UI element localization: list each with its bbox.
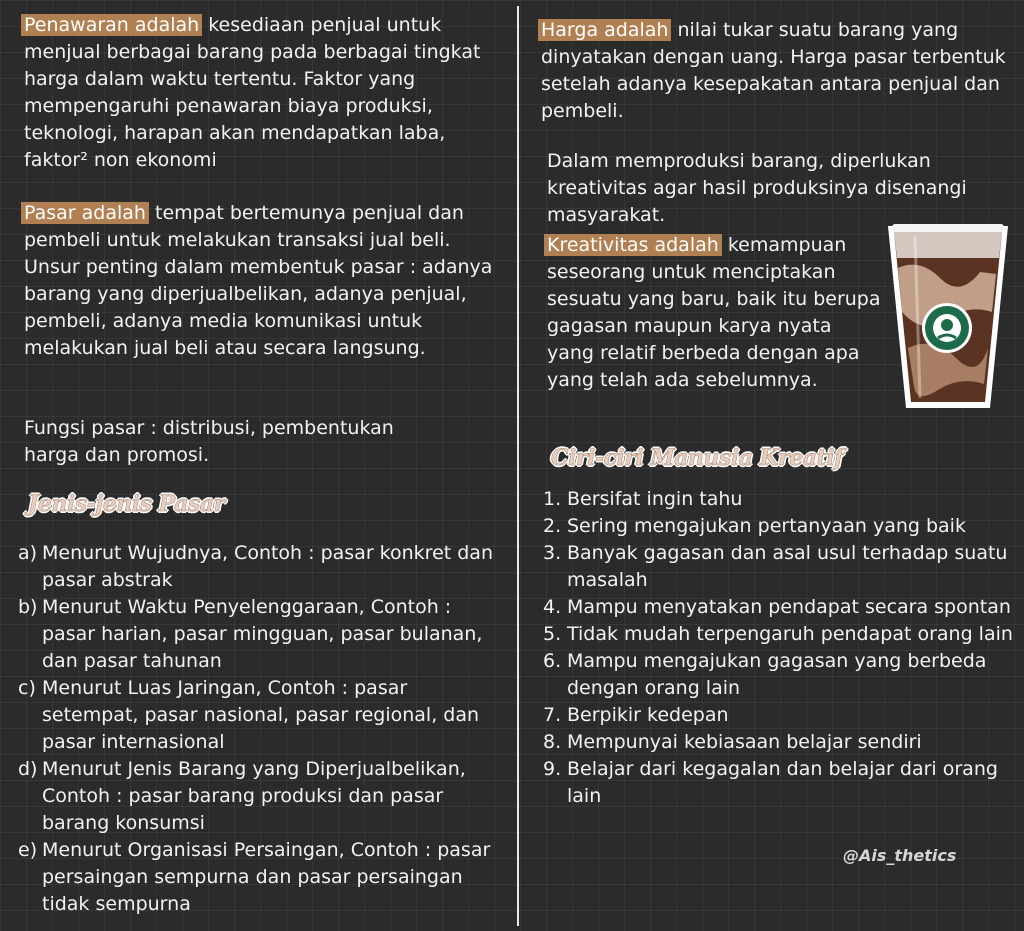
list-text: Menurut Jenis Barang yang Diperjualbelikan, Contoh : pasar barang produksi dan pasar barang konsumsi xyxy=(42,758,466,834)
list-item xyxy=(543,540,1013,594)
list-text: Sering mengajukan pertanyaan yang baik xyxy=(567,515,966,537)
ciri-kreatif-heading: Ciri-ciri Manusia Kreatif xyxy=(551,445,844,471)
pasar-term: Pasar adalah xyxy=(21,202,149,224)
ciri-kreatif-list xyxy=(543,486,1013,810)
list-item xyxy=(18,675,508,756)
list-item xyxy=(18,540,508,594)
list-item xyxy=(543,513,1013,540)
list-item xyxy=(543,621,1013,648)
list-text: Mempunyai kebiasaan belajar sendiri xyxy=(567,731,922,753)
list-marker: 1. xyxy=(543,488,562,510)
list-marker: 7. xyxy=(543,704,562,726)
list-item xyxy=(18,756,508,837)
list-item xyxy=(18,837,508,918)
list-marker: 5. xyxy=(543,623,562,645)
list-text: Menurut Luas Jaringan, Contoh : pasar setempat, pasar nasional, pasar regional, dan pasar internasional xyxy=(42,677,480,753)
list-marker: 6. xyxy=(543,650,562,672)
list-marker: 8. xyxy=(543,731,562,753)
kreativitas-paragraph xyxy=(547,232,881,394)
produksi-paragraph: Dalam memproduksi barang, diperlukan kreativitas agar hasil produksinya disenangi masyarakat. xyxy=(547,150,967,226)
list-text: Menurut Wujudnya, Contoh : pasar konkret dan pasar abstrak xyxy=(42,542,493,591)
list-text: Bersifat ingin tahu xyxy=(567,488,743,510)
list-text: Mampu menyatakan pendapat secara spontan xyxy=(567,596,1011,618)
list-item xyxy=(543,486,1013,513)
list-marker: e) xyxy=(18,839,38,861)
list-item xyxy=(543,648,1013,702)
list-text: Menurut Organisasi Persaingan, Contoh : pasar persaingan sempurna dan pasar persaingan tidak sempurna xyxy=(42,839,491,915)
kreativitas-term: Kreativitas adalah xyxy=(544,234,722,256)
list-marker: c) xyxy=(18,677,36,699)
list-marker: 9. xyxy=(543,758,562,780)
list-item xyxy=(543,729,1013,756)
list-marker: 4. xyxy=(543,596,562,618)
list-item xyxy=(543,702,1013,729)
harga-text: nilai tukar suatu barang yang dinyatakan dengan uang. Harga pasar terbentuk setelah adanya kesepakatan antara penjual dan pembeli. xyxy=(541,19,1006,122)
coffee-cup-icon xyxy=(880,208,1016,414)
penawaran-paragraph xyxy=(24,12,512,174)
watermark-text: @Ais_thetics xyxy=(843,846,957,865)
penawaran-text: kesediaan penjual untuk menjual berbagai barang pada berbagai tingkat harga dalam waktu tertentu. Faktor yang mempengaruhi penawaran biaya produksi, teknologi, harapan akan mendapatkan laba, faktor² non ekonomi xyxy=(24,14,481,171)
list-text: Berpikir kedepan xyxy=(567,704,729,726)
penawaran-term: Penawaran adalah xyxy=(21,14,202,36)
list-text: Menurut Waktu Penyelenggaraan, Contoh : pasar harian, pasar mingguan, pasar bulanan, dan pasar tahunan xyxy=(42,596,483,672)
list-text: Banyak gagasan dan asal usul terhadap suatu masalah xyxy=(567,542,1008,591)
fungsi-pasar-text: Fungsi pasar : distribusi, pembentukan harga dan promosi. xyxy=(24,417,394,466)
list-item xyxy=(543,756,1013,810)
list-marker: 2. xyxy=(543,515,562,537)
list-text: Belajar dari kegagalan dan belajar dari orang lain xyxy=(567,758,998,807)
list-text: Mampu mengajukan gagasan yang berbeda dengan orang lain xyxy=(567,650,987,699)
list-marker: b) xyxy=(18,596,38,618)
jenis-pasar-heading: Jenis-jenis Pasar xyxy=(28,491,225,517)
pasar-paragraph xyxy=(24,200,512,362)
harga-paragraph xyxy=(541,17,1011,125)
list-marker: a) xyxy=(18,542,38,564)
list-marker: d) xyxy=(18,758,38,780)
list-marker: 3. xyxy=(543,542,562,564)
list-item xyxy=(18,594,508,675)
pasar-text: tempat bertemunya penjual dan pembeli untuk melakukan transaksi jual beli. Unsur penting dalam membentuk pasar : adanya barang yang diperjualbelikan, adanya penjual, pembeli, adanya media komunikasi untuk melakukan jual beli atau secara langsung. xyxy=(24,202,493,359)
jenis-pasar-list xyxy=(18,540,508,918)
list-item xyxy=(543,594,1013,621)
column-divider xyxy=(517,6,519,926)
list-text: Tidak mudah terpengaruh pendapat orang lain xyxy=(567,623,1013,645)
kreativitas-text: kemampuan seseorang untuk menciptakan sesuatu yang baru, baik itu berupa gagasan maupun karya nyata yang relatif berbeda dengan apa yang telah ada sebelumnya. xyxy=(547,234,881,391)
harga-term: Harga adalah xyxy=(538,19,671,41)
